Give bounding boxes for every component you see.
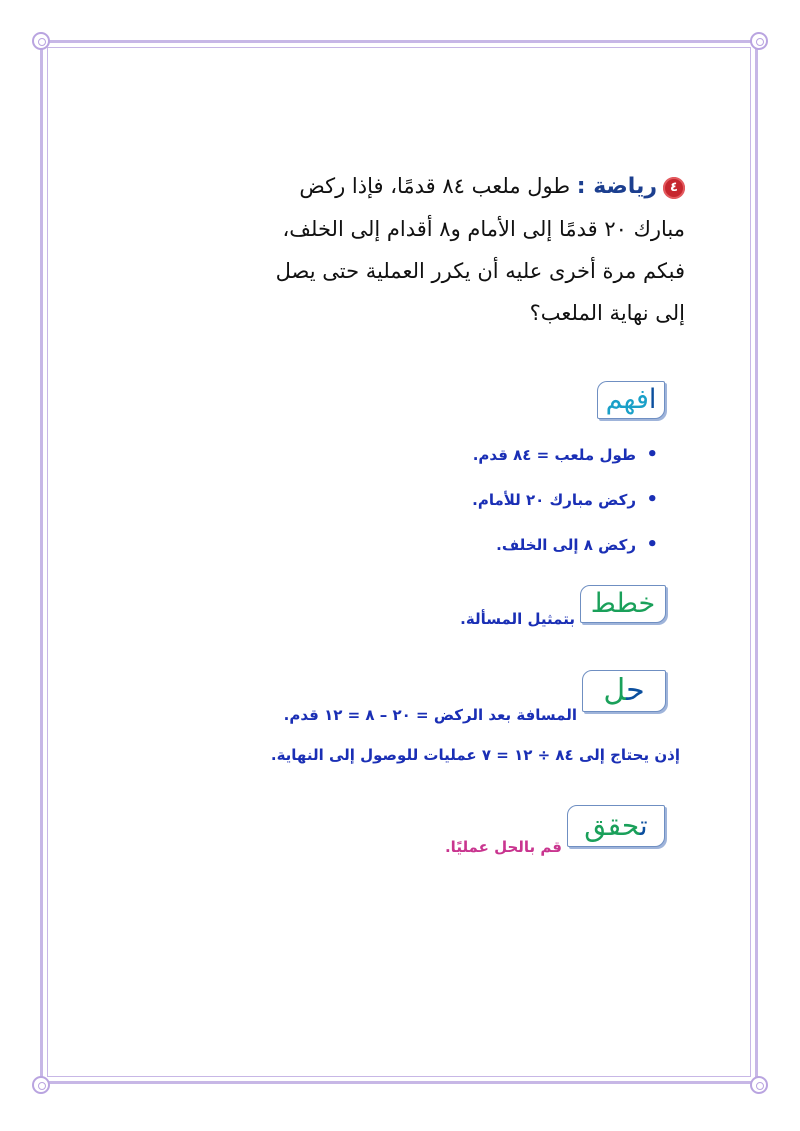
solve-label-tag (582, 670, 666, 712)
solve-label-first: ح (626, 673, 645, 708)
solve-line-2: إذن يحتاج إلى ٨٤ ÷ ١٢ = ٧ عمليات للوصول إلى النهاية. (270, 746, 680, 764)
bullet-item: • ركض مبارك ٢٠ للأمام. (300, 483, 662, 528)
plan-label-tag: خطط (580, 585, 666, 623)
problem-text: طول ملعب ٨٤ قدمًا، فإذا ركض مبارك ٢٠ قدمًا إلى الأمام و٨ أقدام إلى الخلف، فبكم مرة أخرى عليه أن يكرر العملية حتى يصل إلى نهاية الملعب؟ (275, 174, 685, 325)
corner-ornament-top-left (32, 32, 50, 50)
problem-topic: رياضة : (576, 174, 657, 199)
problem-number-badge: ٤ (663, 177, 685, 199)
bullet-item: • ركض ٨ إلى الخلف. (300, 528, 662, 573)
corner-ornament-top-right (750, 32, 768, 50)
understand-label-first: ا (648, 384, 657, 415)
solve-label-rest: ل (603, 673, 627, 708)
understand-label-rest: فهم (605, 384, 649, 415)
corner-ornament-bottom-right (750, 1076, 768, 1094)
understand-bullet-list (300, 438, 662, 573)
check-label-first: ت (639, 809, 648, 842)
bullet-item: • طول ملعب = ٨٤ قدم. (300, 438, 662, 483)
check-label-tag (567, 805, 665, 847)
plan-text: بتمثيل المسألة. (460, 610, 575, 628)
check-text: قم بالحل عمليًا. (444, 838, 562, 856)
corner-ornament-bottom-left (32, 1076, 50, 1094)
check-label-rest: حقق (584, 809, 640, 842)
problem-statement (255, 165, 685, 334)
understand-label-tag (597, 381, 665, 419)
solve-line-1: المسافة بعد الركض = ٢٠ – ٨ = ١٢ قدم. (283, 706, 577, 724)
